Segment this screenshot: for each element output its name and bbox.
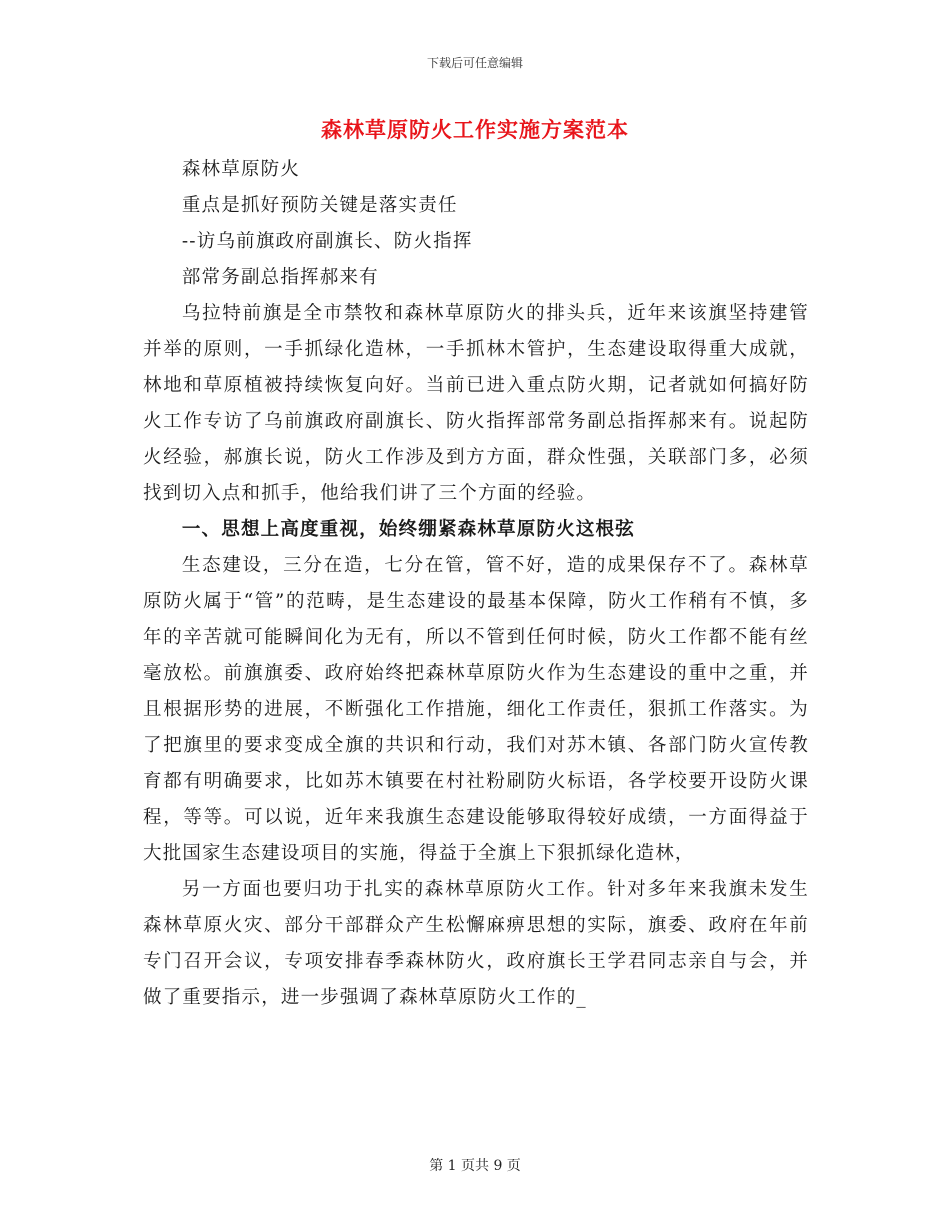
paragraph-intro: 乌拉特前旗是全市禁牧和森林草原防火的排头兵，近年来该旗坚持建管并举的原则，一手抓绿化造林，一手抓林木管护，生态建设取得重大成就，林地和草原植被持续恢复向好。当前已进入重点防火期，记者就如何搞好防火工作专访了乌前旗政府副旗长、防火指挥部常务副总指挥郝来有。说起防火经验，郝旗长说，防火工作涉及到方方面，群众性强，关联部门多，必须找到切入点和抓手，他给我们讲了三个方面的经验。 [143, 303, 809, 504]
subtitle-line-3: --访乌前旗政府副旗长、防火指挥 [181, 231, 473, 252]
paragraph-section-1-continued: 另一方面也要归功于扎实的森林草原防火工作。针对多年来我旗未发生森林草原火灾、部分干部群众产生松懈麻痹思想的实际，旗委、政府在年前专门召开会议，专项安排春季森林防火，政府旗长王学君同志亲自与会，并做了重要指示，进一步强调了森林草原防火工作的_ [143, 879, 809, 1008]
subtitle-line-1: 森林草原防火 [181, 159, 301, 180]
subtitle-line-2: 重点是抓好预防关键是落实责任 [181, 195, 458, 216]
document-title: 森林草原防火工作实施方案范本 [321, 117, 629, 142]
section-heading-1: 一、思想上高度重视，始终绷紧森林草原防火这根弦 [181, 519, 635, 540]
page-number: 第 1 页共 9 页 [429, 1158, 521, 1174]
header-note: 下载后可任意编辑 [426, 56, 523, 70]
subtitle-line-4: 部常务副总指挥郝来有 [181, 267, 379, 288]
paragraph-section-1: 生态建设，三分在造，七分在管，管不好，造的成果保存不了。森林草原防火属于“管”的范畴，是生态建设的最基本保障，防火工作稍有不慎，多年的辛苦就可能瞬间化为无有，所以不管到任何时候，防火工作都不能有丝毫放松。前旗旗委、政府始终把森林草原防火作为生态建设的重中之重，并且根据形势的进展，不断强化工作措施，细化工作责任，狠抓工作落实。为了把旗里的要求变成全旗的共识和行动，我们对苏木镇、各部门防火宣传教育都有明确要求，比如苏木镇要在村社粉刷防火标语，各学校要开设防火课程，等等。可以说，近年来我旗生态建设能够取得较好成绩，一方面得益于大批国家生态建设项目的实施，得益于全旗上下狠抓绿化造林， [143, 555, 809, 864]
document-body [143, 152, 809, 1016]
